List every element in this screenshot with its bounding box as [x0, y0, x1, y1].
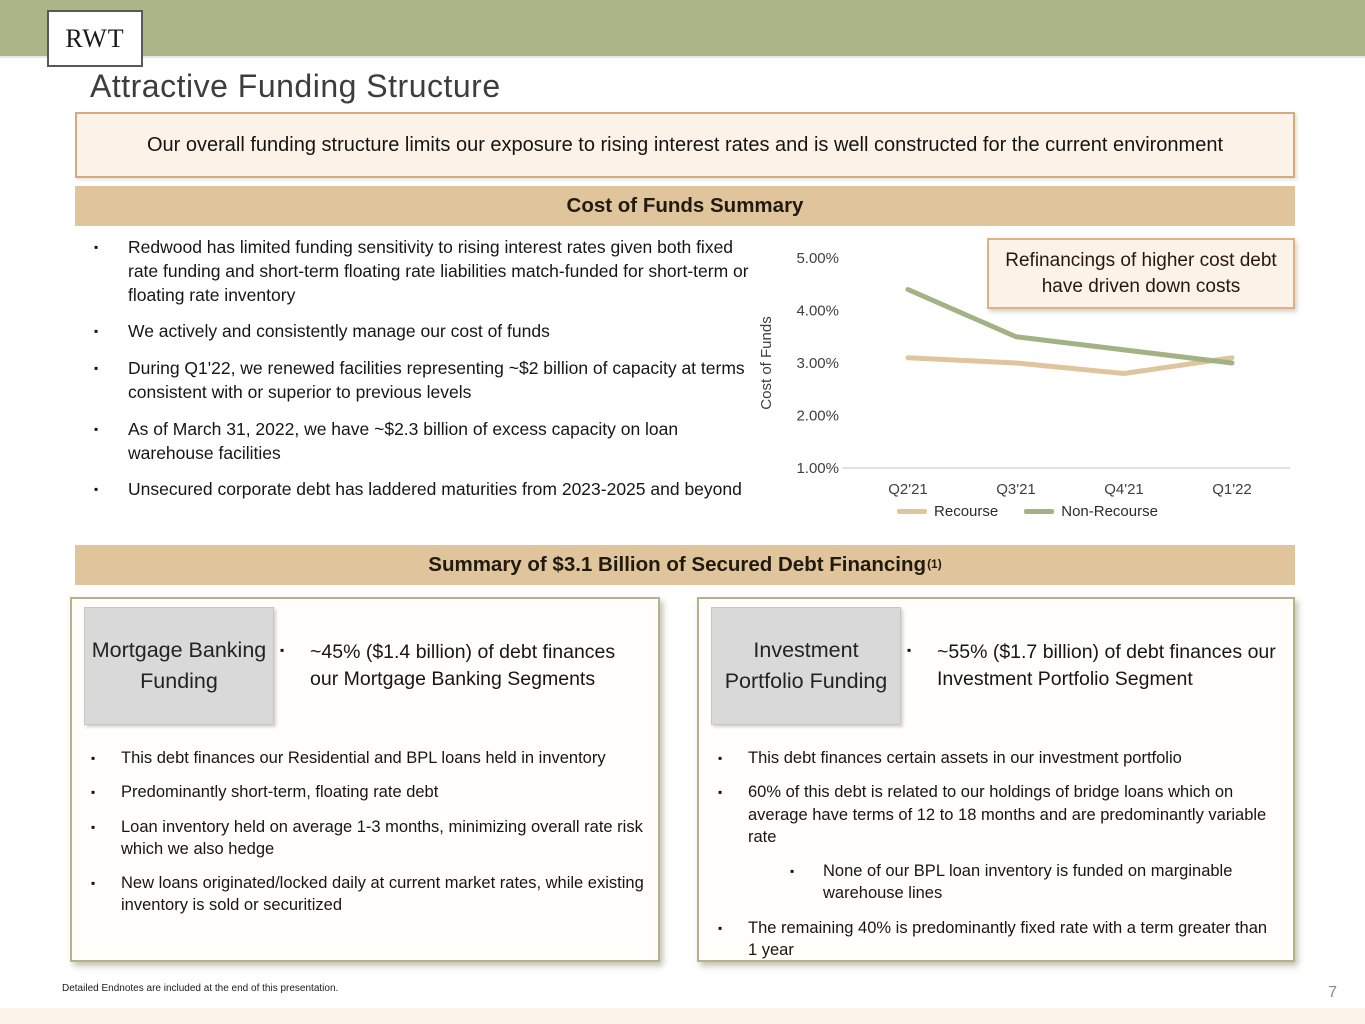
- x-tick-label: Q1'22: [1212, 481, 1252, 498]
- bullet-marker: ▪: [718, 785, 723, 800]
- company-logo: [47, 10, 143, 67]
- bullet-text: ~45% ($1.4 billion) of debt finances our Mortgage Banking Segments: [310, 641, 616, 690]
- bullet-item: [88, 816, 644, 861]
- bullet-marker: ▪: [94, 421, 99, 436]
- x-tick-label: Q2'21: [888, 481, 928, 498]
- section-header-cost-of-funds: [75, 186, 1295, 226]
- investment-portfolio-bullet-list: [715, 747, 1279, 973]
- company-logo-text: RWT: [65, 23, 125, 53]
- bullet-marker: ▪: [94, 482, 99, 497]
- bullet-item: [88, 320, 750, 344]
- bullet-text: None of our BPL loan inventory is funded on marginable warehouse lines: [823, 862, 1233, 903]
- bullet-marker: ▪: [718, 920, 723, 935]
- series-line-recourse: [908, 358, 1232, 374]
- bullet-text: The remaining 40% is predominantly fixed rate with a term greater than 1 year: [748, 918, 1268, 959]
- section-header-secured-debt: [75, 545, 1295, 585]
- legend-label: Recourse: [934, 503, 999, 520]
- section-header-text: Cost of Funds Summary: [566, 194, 804, 217]
- bullet-marker: ▪: [718, 751, 723, 765]
- investment-portfolio-lead: [907, 639, 1281, 693]
- bullet-text: This debt finances certain assets in our investment portfolio: [748, 749, 1182, 767]
- bullet-text: ~55% ($1.7 billion) of debt finances our Investment Portfolio Segment: [937, 641, 1276, 690]
- bullet-text: This debt finances our Residential and BPL loans held in inventory: [121, 749, 606, 767]
- bullet-item: [88, 357, 750, 405]
- bullet-item: [88, 418, 750, 466]
- page-number: 7: [1328, 984, 1337, 1001]
- bullet-item: [88, 781, 644, 803]
- mortgage-banking-bullet-list: [88, 747, 644, 929]
- bullet-marker: ▪: [91, 785, 96, 800]
- bullet-marker: ▪: [907, 643, 912, 657]
- mortgage-banking-label: Mortgage Banking Funding: [84, 607, 274, 725]
- bullet-item: [715, 747, 1279, 769]
- bullet-item: [907, 639, 1281, 693]
- bullet-text: As of March 31, 2022, we have ~$2.3 billion of excess capacity on loan warehouse facilities: [128, 418, 679, 463]
- legend-item: [1024, 503, 1158, 520]
- legend-item: [897, 503, 998, 520]
- cost-of-funds-bullet-list: [88, 236, 750, 515]
- bullet-item: [280, 639, 646, 693]
- y-tick-label: 2.00%: [796, 407, 839, 425]
- key-message-text: Our overall funding structure limits our exposure to rising interest rates and is well constructed for the current environment: [146, 133, 1224, 156]
- bullet-text: Unsecured corporate debt has laddered maturities from 2023-2025 and beyond: [128, 479, 742, 500]
- y-tick-label: 4.00%: [796, 302, 839, 320]
- mortgage-banking-panel: [70, 597, 660, 962]
- section-header-superscript: (1): [927, 557, 942, 571]
- bullet-marker: ▪: [94, 240, 99, 254]
- y-tick-label: 3.00%: [796, 355, 839, 372]
- bullet-text: 60% of this debt is related to our holdings of bridge loans which on average have terms of 12 to 18 months and are predominantly variable rate: [748, 783, 1267, 846]
- footnote: Detailed Endnotes are included at the end of this presentation.: [62, 983, 339, 994]
- bullet-text: Loan inventory held on average 1-3 months, minimizing overall rate risk which we also hedge: [121, 817, 643, 858]
- page-title: Attractive Funding Structure: [90, 68, 501, 104]
- legend-swatch: [897, 509, 927, 514]
- section-header-text: Summary of $3.1 Billion of Secured Debt Financing: [428, 553, 927, 576]
- investment-portfolio-label: Investment Portfolio Funding: [711, 607, 901, 725]
- y-tick-label: 1.00%: [796, 460, 839, 477]
- bullet-item: [715, 781, 1279, 848]
- bullet-text: We actively and consistently manage our cost of funds: [128, 321, 550, 342]
- bullet-item: [715, 860, 1279, 905]
- x-tick-label: Q4'21: [1104, 481, 1144, 498]
- bottom-strip: [0, 1008, 1365, 1024]
- bullet-text: Predominantly short-term, floating rate debt: [121, 783, 439, 802]
- key-message-box: [75, 112, 1295, 178]
- bullet-marker: ▪: [91, 876, 96, 891]
- legend-label: Non-Recourse: [1061, 503, 1158, 520]
- y-tick-label: 5.00%: [796, 250, 839, 267]
- bullet-marker: ▪: [790, 864, 795, 879]
- bullet-text: During Q1'22, we renewed facilities representing ~$2 billion of capacity at terms consistent with or superior to previous levels: [128, 358, 745, 402]
- chart-legend: [755, 503, 1300, 520]
- bullet-item: [88, 236, 750, 307]
- cost-of-funds-chart: [755, 240, 1300, 530]
- x-tick-label: Q3'21: [996, 481, 1036, 498]
- bullet-marker: ▪: [91, 819, 96, 834]
- bullet-item: [715, 917, 1279, 962]
- bullet-marker: ▪: [91, 751, 96, 765]
- bullet-marker: ▪: [94, 324, 99, 339]
- bullet-text: New loans originated/locked daily at current market rates, while existing inventory is sold or securitized: [121, 874, 644, 915]
- bullet-marker: ▪: [94, 361, 99, 376]
- top-banner: [0, 0, 1365, 58]
- bullet-item: [88, 478, 750, 502]
- investment-portfolio-panel: [697, 597, 1295, 962]
- y-axis-title: Cost of Funds: [758, 316, 775, 410]
- mortgage-banking-lead: [280, 639, 646, 693]
- bullet-item: [88, 872, 644, 917]
- legend-swatch: [1024, 509, 1054, 514]
- bullet-marker: ▪: [280, 643, 285, 657]
- bullet-item: [88, 747, 644, 769]
- chart-callout: Refinancings of higher cost debt have driven down costs: [987, 238, 1295, 309]
- bullet-text: Redwood has limited funding sensitivity to rising interest rates given both fixed rate funding and short-term floating rate liabilities match-funded for short-term or floating rate inventory: [128, 237, 749, 305]
